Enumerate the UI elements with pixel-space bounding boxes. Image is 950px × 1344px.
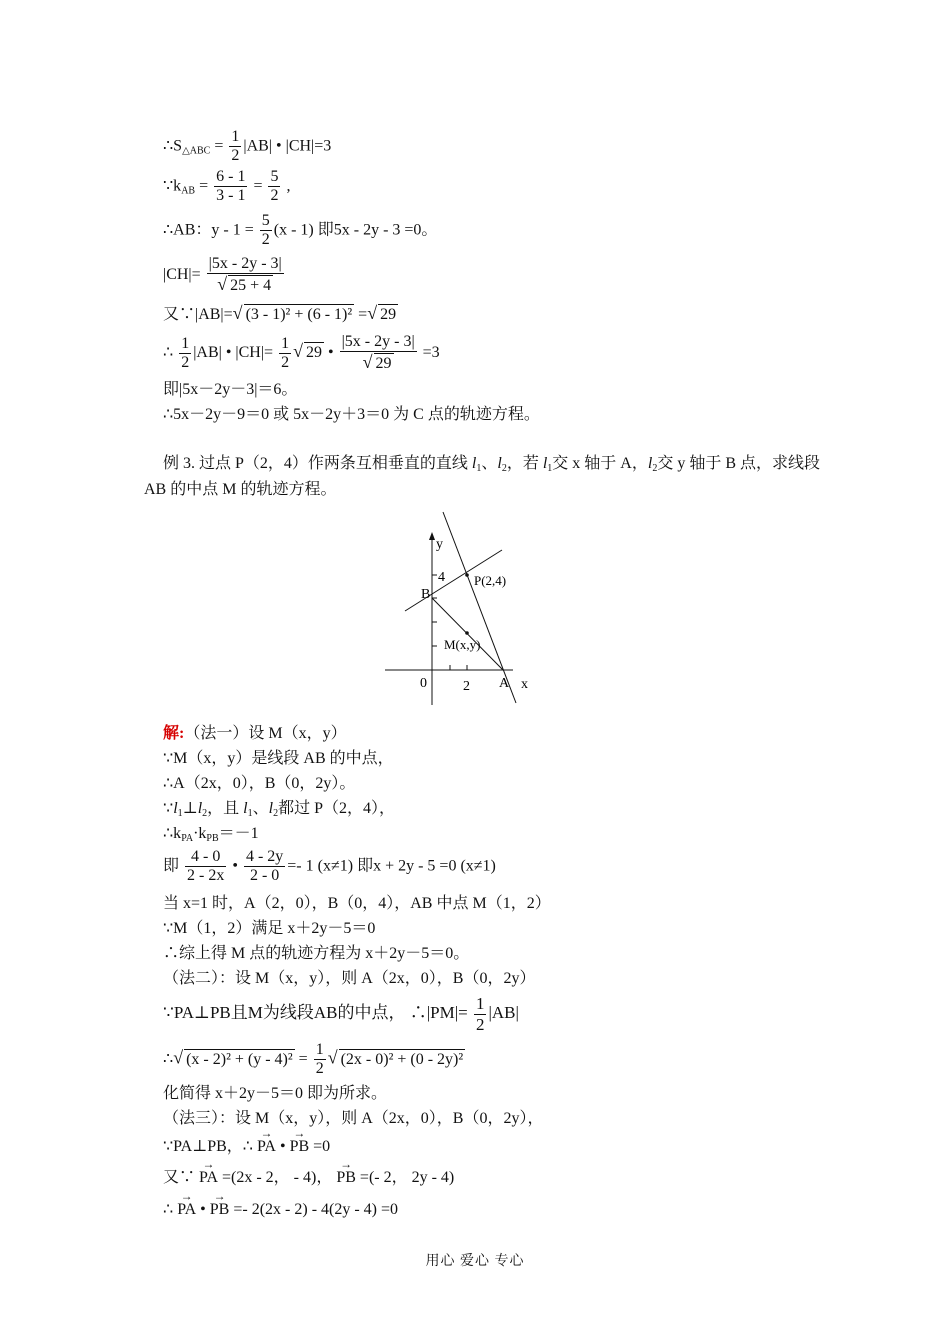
m1-step2: ∴A（2x，0），B（0，2y）。 [163, 775, 356, 792]
m1-step6: 当 x=1 时，A（2，0），B（0，4），AB 中点 M（1，2） [163, 895, 551, 912]
m3-step3: 又∵ → PA =(2x - 2， - 4)， → PB =(- 2， 2y - 4) [163, 1170, 454, 1186]
area-formula-line: $\therefore S_{\triangle ABC}$ = $\frac{1}{2}$ |AB| • |CH|=3 [163, 128, 332, 165]
slope-ab-line: $\because k_{AB}$ = $\frac{6 - 1}{3 - 1}$ = $\frac{5}{2}$ , [163, 168, 291, 205]
m2-step1: （法二）：设 M（x，y），则 A（2x，0），B（0，2y） [163, 970, 536, 987]
point-m-label: M(x,y) [444, 637, 481, 652]
m3-step4: ∴ → PA • → PB =- 2(2x - 2) - 4(2y - 4) =0 [163, 1202, 398, 1218]
m3-step2: ∵PA⊥PB，∴ → PA • → PB =0 [163, 1139, 330, 1155]
m3-step1: （法三）：设 M（x，y），则 A（2x，0），B（0，2y）， [163, 1110, 544, 1127]
line-ab-equation: ∴AB：y - 1 = $\frac{5}{2}$ (x - 1) 即5x - 2y - 3 =0。 [163, 212, 438, 249]
m1-step8: ∴综上得 M 点的轨迹方程为 x＋2y－5＝0。 [163, 945, 470, 962]
abs-equation-line: 即|5x－2y－3|＝6。 [163, 381, 298, 398]
tick-label-4: 4 [438, 570, 445, 585]
example3-statement-line1: 例 3. 过点 P（2，4）作两条互相垂直的直线 $l_1$、$l_2$，若 $l_1$交 x 轴于 A，$l_2$交 y 轴于 B 点，求线段 [163, 455, 820, 474]
m2-step2: ∵PA⊥PB且M为线段AB的中点， ∴|PM|= $\frac{1}{2}$ |AB| [163, 994, 519, 1034]
point-b-label: B [421, 587, 431, 602]
ab-length-line: 又∵|AB|=√ (3 - 1)² + (6 - 1)² =√ 29 [163, 303, 397, 323]
m1-step5: 即 $\frac{4 - 0}{2 - 2x}$ • $\frac{4 - 2y}{2 - 0}$ =- 1 (x≠1) 即x + 2y - 5 =0 (x≠1) [163, 848, 496, 885]
page-footer: 用心 爱心 专心 [425, 1254, 525, 1269]
m1-step4: $\therefore k_{PA}\cdot k_{PB}=-1$ [163, 825, 259, 844]
point-p-label: P(2,4) [474, 573, 507, 588]
m2-step3: ∴√ (x - 2)² + (y - 4)² = $\frac{1}{2}$ √ (2x - 0)² + (0 - 2y)² [163, 1041, 464, 1078]
y-axis-arrow [429, 532, 435, 540]
locus-c-line: ∴5x－2y－9＝0 或 5x－2y＋3＝0 为 C 点的轨迹方程。 [163, 406, 540, 423]
solution-heading: 解:（法一）设 M（x，y） [163, 725, 347, 742]
m1-step7: ∵M（1，2）满足 x＋2y－5＝0 [163, 920, 376, 937]
point-p [465, 573, 469, 577]
ch-distance-line: |CH|= $\frac{|5x - 2y - 3|}{√ 25 + 4}$ [163, 255, 282, 295]
tick-label-2: 2 [463, 679, 470, 694]
area-substitution-line: ∴ $\frac{1}{2}$ |AB| • |CH|= $\frac{1}{2}$ √ 29 • $\frac{|5x - 2y - 3|}{√ 29}$ =3 [163, 333, 440, 373]
example3-statement-line2: AB 的中点 M 的轨迹方程。 [144, 481, 337, 498]
x-axis-label: x [521, 677, 528, 692]
line-l1 [443, 512, 516, 703]
point-a-label: A [499, 676, 510, 691]
m2-step4: 化简得 x＋2y－5＝0 即为所求。 [163, 1085, 388, 1102]
m1-step1: ∵M（x，y）是线段 AB 的中点， [163, 750, 394, 767]
origin-label: 0 [420, 676, 427, 691]
point-m [465, 631, 469, 635]
m1-step3: $\because l_1\perp l_2$，且 $l_1$、$l_2$都过 P（2，4）， [163, 800, 395, 819]
coordinate-figure [385, 510, 535, 710]
y-axis-label: y [436, 537, 443, 552]
